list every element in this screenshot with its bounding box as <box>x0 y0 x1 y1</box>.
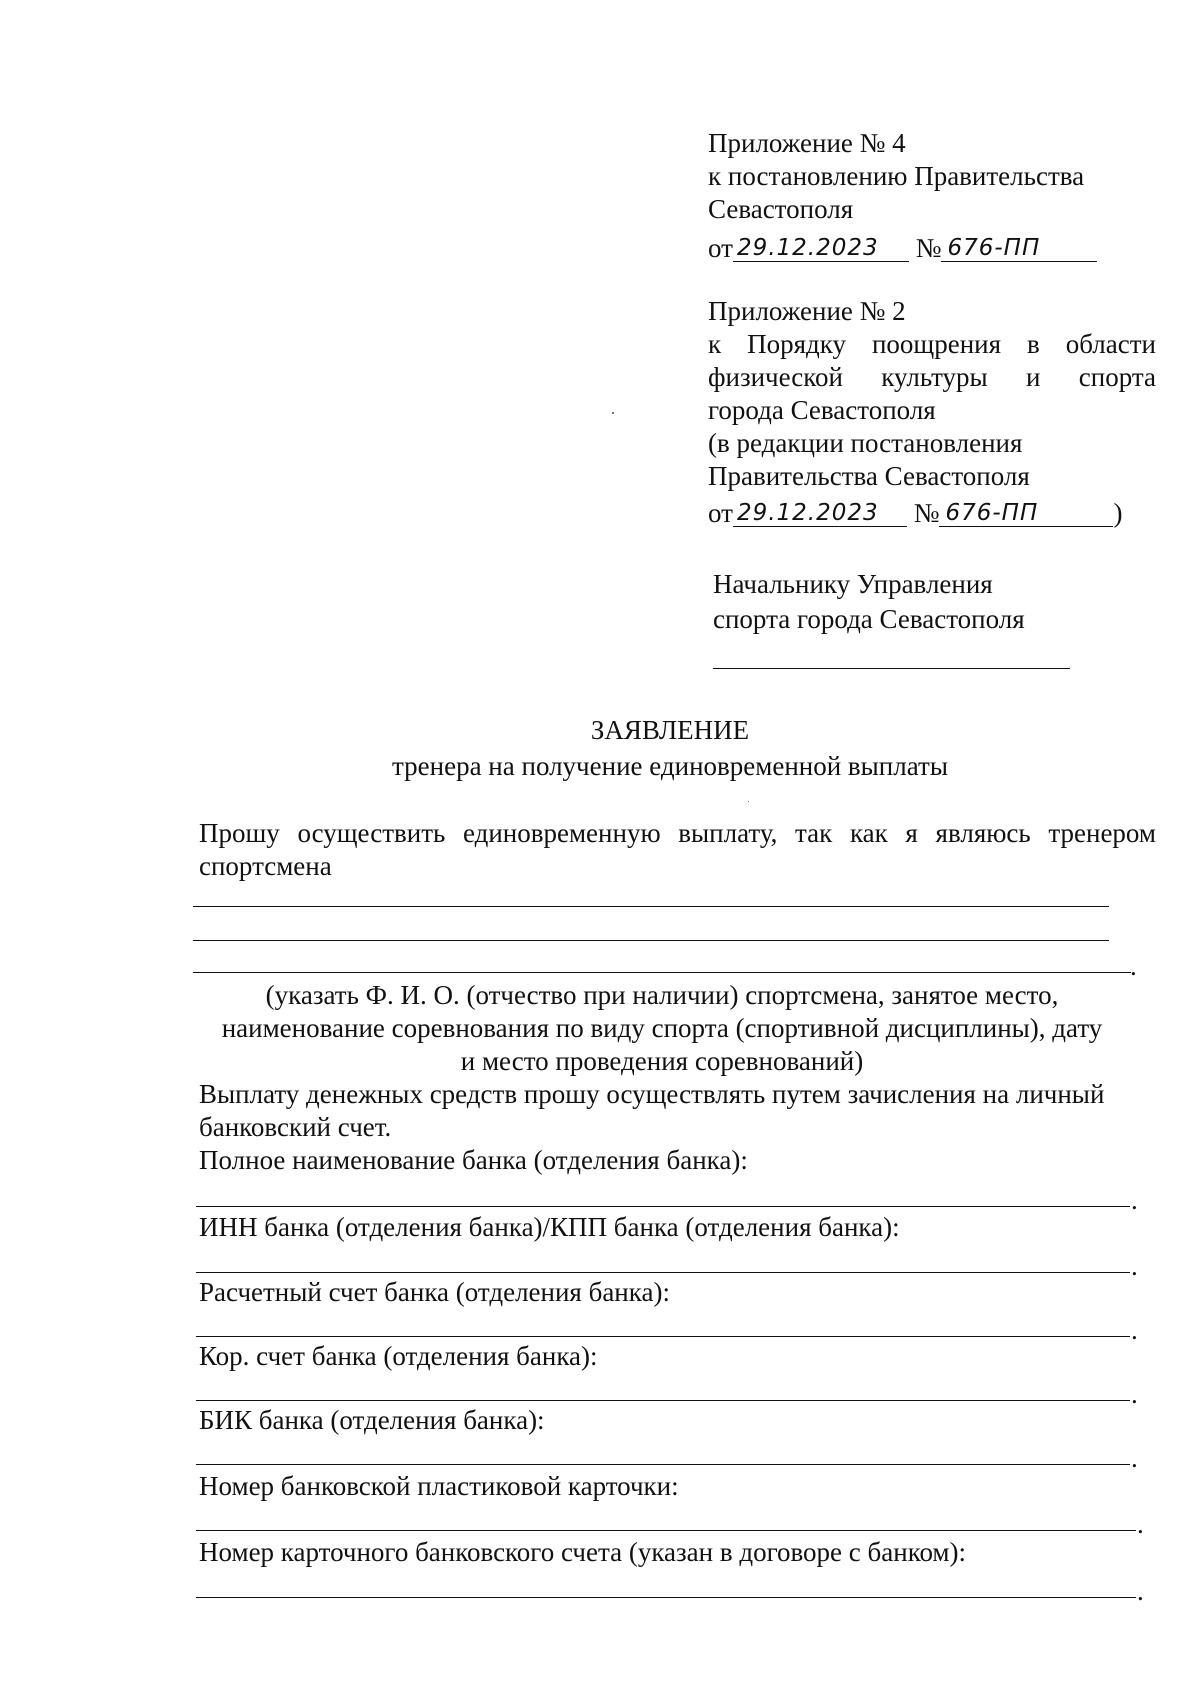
addressee-line1: Начальнику Управления <box>713 569 993 599</box>
request-line1: Прошу осуществить единовременную выплату, так как я являюсь тренером <box>199 818 1156 848</box>
bik-label: БИК банка (отделения банка): <box>199 1405 545 1435</box>
appendix-2-line3: физической культуры и спорта <box>708 362 1156 392</box>
line-end-dot: . <box>1130 951 1137 981</box>
scan-speck <box>612 412 614 414</box>
bank-name-label: Полное наименование банка (отделения банка): <box>199 1145 748 1175</box>
card-number-label: Номер банковской пластиковой карточки: <box>199 1471 679 1501</box>
payment-line1: Выплату денежных средств прошу осуществлять путем зачисления на личный <box>199 1079 1105 1109</box>
appendix-2-line5: (в редакции постановления <box>708 428 1023 458</box>
settlement-account-label: Расчетный счет банка (отделения банка): <box>199 1277 670 1307</box>
line-end-dot: . <box>1131 1251 1138 1281</box>
payment-line2: банковский счет. <box>199 1112 392 1142</box>
line-end-dot: . <box>1131 1379 1138 1409</box>
document-title: ЗАЯВЛЕНИЕ <box>590 715 750 745</box>
date-handwritten: 29.12.2023 <box>733 500 907 527</box>
date-handwritten: 29.12.2023 <box>733 235 909 262</box>
hint-line3: и место проведения соревнований) <box>460 1046 864 1076</box>
request-line2: спортсмена <box>199 851 332 881</box>
settlement-account-field[interactable] <box>196 1336 1130 1337</box>
card-number-field[interactable] <box>196 1530 1136 1531</box>
appendix-2-title: Приложение № 2 <box>708 296 906 326</box>
card-account-label: Номер карточного банковского счета (указан в договоре с банком): <box>199 1537 967 1567</box>
appendix-4-line3: Севастополя <box>708 194 854 224</box>
addressee-signature-line <box>713 668 1070 669</box>
appendix-2-line6: Правительства Севастополя <box>708 461 1030 491</box>
number-prefix: № <box>915 233 942 263</box>
line-end-dot: . <box>1131 1443 1138 1473</box>
date-prefix: от <box>708 498 733 528</box>
number-prefix: № <box>913 498 940 528</box>
athlete-info-line-3[interactable] <box>193 972 1131 973</box>
appendix-2-line2: к Порядку поощрения в области <box>708 329 1156 359</box>
number-handwritten: 676-ПП <box>939 500 1113 527</box>
card-account-field[interactable] <box>196 1597 1136 1598</box>
line-end-dot: . <box>1137 1576 1144 1606</box>
appendix-4-line2: к постановлению Правительства <box>708 161 1085 191</box>
hint-line1: (указать Ф. И. О. (отчество при наличии) спортсмена, занятое место, <box>265 980 1059 1010</box>
line-end-dot: . <box>1137 1509 1144 1539</box>
hint-line2: наименование соревнования по виду спорта (спортивной дисциплины), дату <box>221 1013 1103 1043</box>
inn-kpp-label: ИНН банка (отделения банка)/КПП банка (отделения банка): <box>199 1212 900 1242</box>
appendix-2-date-line <box>708 497 1122 529</box>
date-prefix: от <box>708 233 733 263</box>
document-subtitle: тренера на получение единовременной выплаты <box>392 751 948 781</box>
closing-parenthesis: ) <box>1113 498 1123 528</box>
bik-field[interactable] <box>196 1464 1130 1465</box>
addressee-line2: спорта города Севастополя <box>713 604 1025 634</box>
appendix-2-line4: города Севастополя <box>708 395 936 425</box>
athlete-info-line-2[interactable] <box>193 940 1109 941</box>
appendix-4-title: Приложение № 4 <box>708 128 906 158</box>
bank-name-field[interactable] <box>196 1206 1130 1207</box>
athlete-info-line-1[interactable] <box>193 906 1109 907</box>
appendix-4-date-line <box>708 232 1097 264</box>
number-handwritten: 676-ПП <box>941 235 1097 262</box>
correspondent-account-label: Кор. счет банка (отделения банка): <box>199 1341 598 1371</box>
inn-kpp-field[interactable] <box>196 1272 1130 1273</box>
line-end-dot: . <box>1131 1315 1138 1345</box>
correspondent-account-field[interactable] <box>196 1400 1130 1401</box>
line-end-dot: . <box>1131 1185 1138 1215</box>
scan-speck <box>748 801 749 802</box>
